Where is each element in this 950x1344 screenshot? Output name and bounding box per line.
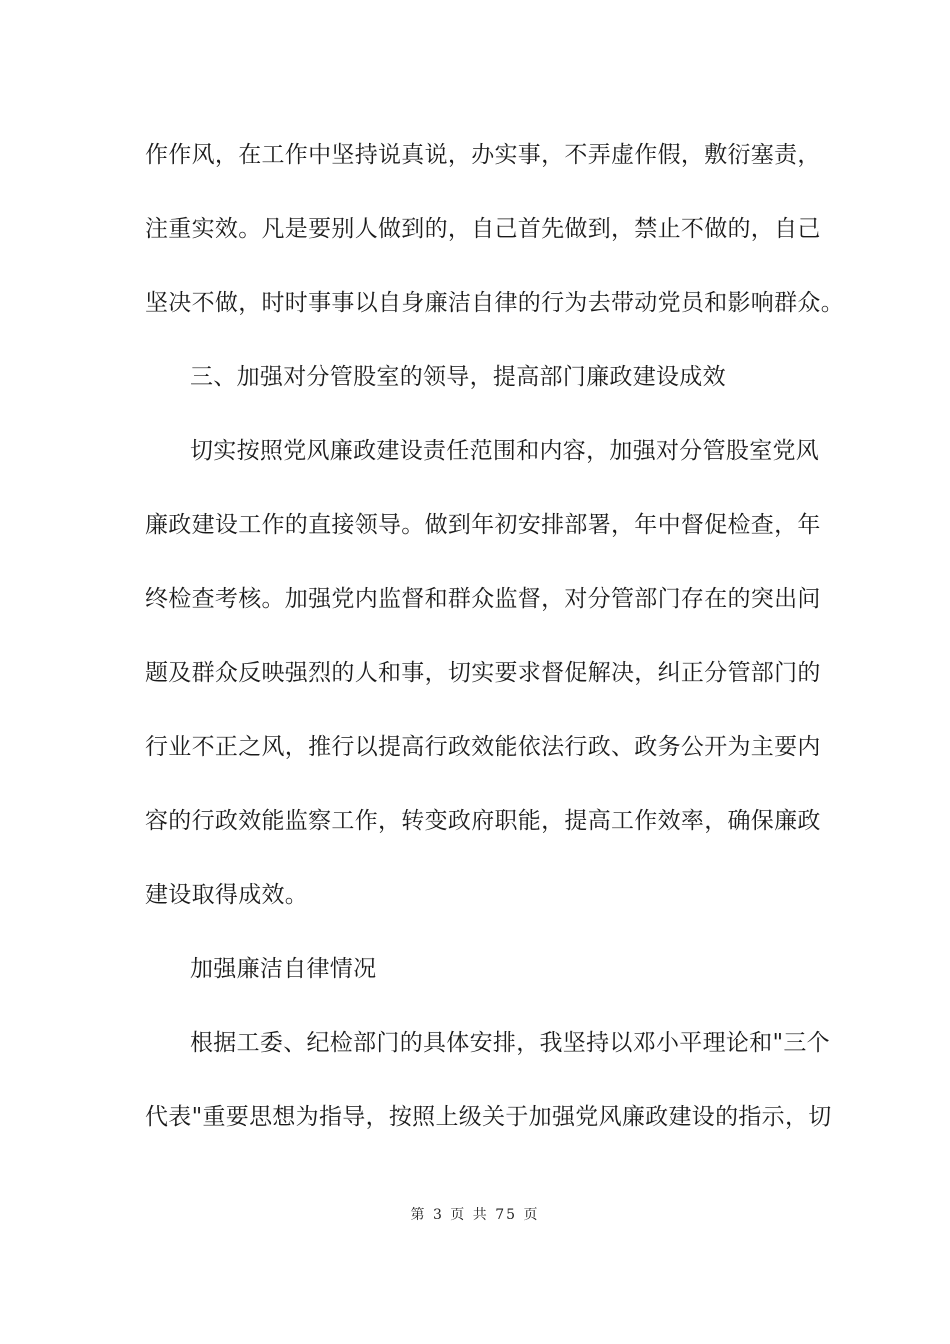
body-text-line-2: 注重实效。凡是要别人做到的，自己首先做到，禁止不做的，自己	[145, 216, 821, 242]
body-text-line-1: 作作风，在工作中坚持说真说，办实事，不弄虚作假，敷衍塞责，	[145, 142, 821, 168]
body-text-line-3: 坚决不做，时时事事以自身廉洁自律的行为去带动党员和影响群众。	[145, 290, 844, 316]
subsection-heading: 加强廉洁自律情况	[190, 956, 377, 982]
body-text-line-8: 题及群众反映强烈的人和事，切实要求督促解决，纠正分管部门的	[145, 660, 821, 686]
body-text-line-6: 廉政建设工作的直接领导。做到年初安排部署，年中督促检查，年	[145, 512, 821, 538]
body-text-line-11: 建设取得成效。	[145, 882, 309, 908]
body-text-line-10: 容的行政效能监察工作，转变政府职能，提高工作效率，确保廉政	[145, 808, 821, 834]
body-text-line-7: 终检查考核。加强党内监督和群众监督，对分管部门存在的突出问	[145, 586, 821, 612]
body-text-line-5: 切实按照党风廉政建设责任范围和内容，加强对分管股室党风	[190, 438, 820, 464]
page-number-footer: 第 3 页 共 75 页	[410, 1207, 540, 1223]
body-text-line-9: 行业不正之风，推行以提高行政效能依法行政、政务公开为主要内	[145, 734, 821, 760]
body-text-line-14: 代表"重要思想为指导，按照上级关于加强党风廉政建设的指示，切	[145, 1104, 832, 1130]
body-text-line-13: 根据工委、纪检部门的具体安排，我坚持以邓小平理论和"三个	[190, 1030, 830, 1056]
section-heading: 三、加强对分管股室的领导，提高部门廉政建设成效	[190, 364, 726, 390]
